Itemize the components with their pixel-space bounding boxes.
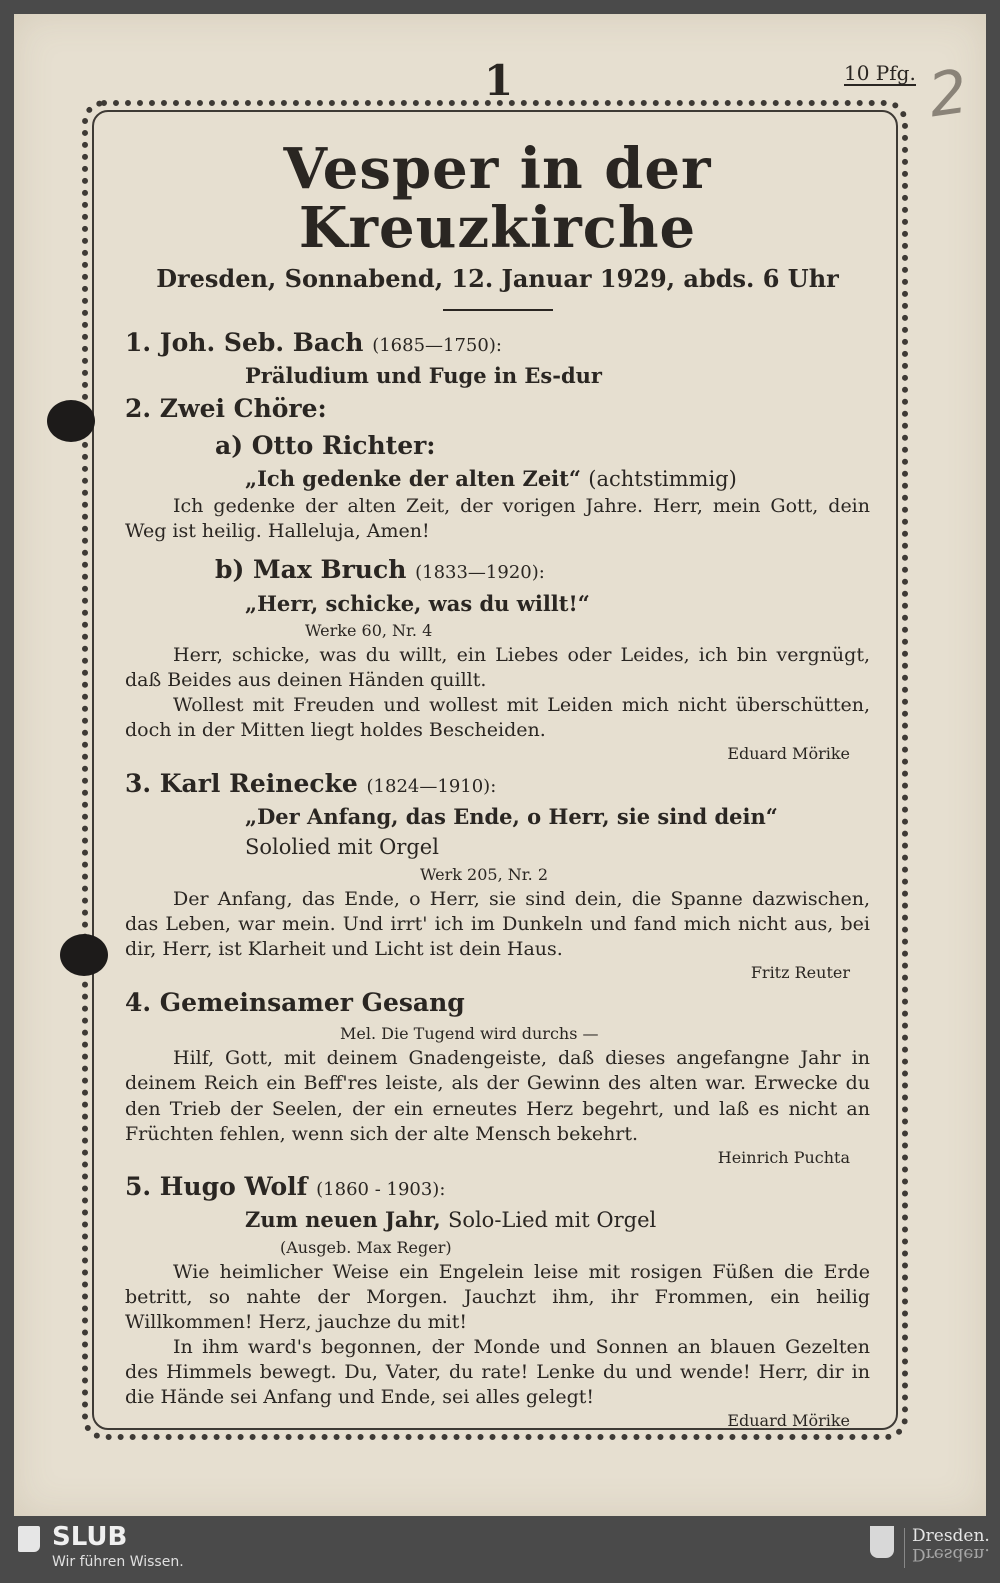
- composer-dates: (1860 - 1903):: [316, 1179, 446, 1201]
- program-content: [125, 136, 870, 1433]
- lyrics-text: Ich gedenke der alten Zeit, der vorigen Jahre. Herr, mein Gott, dein Weg ist heilig. Halleluja, Amen!: [125, 495, 870, 543]
- composer-dates: (1833—1920):: [415, 562, 545, 584]
- punch-hole-top: [47, 400, 95, 442]
- lyrics-text: Wie heimlicher Weise ein Engelein leise mit rosigen Füßen die Erde betritt, so nahte der Morgen. Jauchzt ihm, ihr Frommen, ein heilig Willkommen! Herz, jauchze du mit!: [125, 1260, 870, 1333]
- work-title: „Herr, schicke, was du willt!“: [245, 590, 590, 616]
- library-logo[interactable]: SLUB: [52, 1522, 128, 1552]
- composer-name: b) Max Bruch: [215, 555, 407, 585]
- program-item-5: [125, 1169, 870, 1433]
- page-number: 1: [484, 56, 514, 105]
- composer-name: 1. Joh. Seb. Bach: [125, 327, 364, 357]
- work-title: Präludium und Fuge in Es-dur: [245, 362, 602, 388]
- composer-name: a) Otto Richter:: [215, 430, 436, 460]
- section-heading: 2. Zwei Chöre:: [125, 394, 327, 424]
- opus-number: Werk 205, Nr. 2: [420, 864, 548, 884]
- lyricist-name: Eduard Mörike: [727, 744, 850, 764]
- price-label: 10 Pfg.: [844, 61, 916, 85]
- library-slogan: Wir führen Wissen.: [52, 1554, 184, 1570]
- slub-book-icon: [18, 1526, 40, 1552]
- lyrics-text: In ihm ward's begonnen, der Monde und Sonnen an blauen Gezelten des Himmels bewegt. Du, Vater, du rate! Lenke du und wende! Herr, dir in die Hände sei Anfang und Ende, sei alles gelegt!: [125, 1335, 870, 1409]
- work-note: Solo-Lied mit Orgel: [447, 1208, 657, 1233]
- work-note: (achtstimmig): [588, 466, 737, 491]
- opus-number: Werke 60, Nr. 4: [305, 621, 433, 641]
- lyricist-name: Eduard Mörike: [727, 1411, 850, 1431]
- logo-divider: [904, 1528, 905, 1568]
- composer-name: 5. Hugo Wolf: [125, 1172, 308, 1202]
- lyricist-name: Heinrich Puchta: [717, 1147, 850, 1167]
- lyrics-text: Der Anfang, das Ende, o Herr, sie sind dein, die Spanne dazwischen, das Leben, war mein. Und irrt' ich im Dunkeln und fand mich nicht aus, bei dir, Herr, ist Klarheit und Licht ist dein Haus.: [125, 887, 870, 961]
- work-title: „Der Anfang, das Ende, o Herr, sie sind dein“: [245, 804, 778, 830]
- composer-name: 3. Karl Reinecke: [125, 768, 358, 798]
- composer-dates: (1685—1750):: [372, 334, 502, 356]
- city-logo-reflection: Dresden.: [912, 1544, 990, 1564]
- page-title: Vesper in der Kreuzkirche: [283, 136, 712, 261]
- work-title: „Ich gedenke der alten Zeit“: [245, 465, 581, 491]
- city-logo[interactable]: Dresden.: [912, 1526, 990, 1546]
- program-item-3: [125, 766, 870, 985]
- punch-hole-bottom: [60, 934, 108, 976]
- editor-note: (Ausgeb. Max Reger): [280, 1237, 452, 1257]
- event-date-line: Dresden, Sonnabend, 12. Januar 1929, abds. 6 Uhr: [156, 263, 839, 293]
- program-item-2: [125, 391, 870, 765]
- hymn-text: Hilf, Gott, mit deinem Gnadengeiste, daß dieses angefangne Jahr in deinem Reich ein Beff'res leiste, als der Gewinn des alten war. Erwecke du den Trieb der Seelen, der ein erneutes Herz begehrt, und laß es nicht an Früchten fehlen, wenn sich der alte Mensch bekehrt.: [125, 1047, 870, 1145]
- dresden-crest-icon: [870, 1526, 894, 1558]
- program-item-1: [125, 325, 870, 392]
- melody-note: Mel. Die Tugend wird durchs —: [340, 1023, 599, 1043]
- pencil-annotation: 2: [924, 56, 972, 132]
- lyricist-name: Fritz Reuter: [750, 963, 850, 983]
- section-heading: 4. Gemeinsamer Gesang: [125, 987, 465, 1017]
- lyrics-text: Herr, schicke, was du willt, ein Liebes oder Leides, ich bin vergnügt, daß Beides aus deinen Händen quillt.: [125, 644, 870, 692]
- divider-rule: [443, 309, 553, 311]
- program-item-4: [125, 985, 870, 1170]
- work-subtitle: Sololied mit Orgel: [245, 835, 439, 860]
- composer-dates: (1824—1910):: [366, 775, 497, 797]
- viewer-footer-bar: [0, 1516, 1000, 1583]
- work-title: Zum neuen Jahr,: [245, 1207, 441, 1233]
- lyrics-text: Wollest mit Freuden und wollest mit Leiden mich nicht überschütten, doch in der Mitten liegt holdes Bescheiden.: [125, 694, 870, 742]
